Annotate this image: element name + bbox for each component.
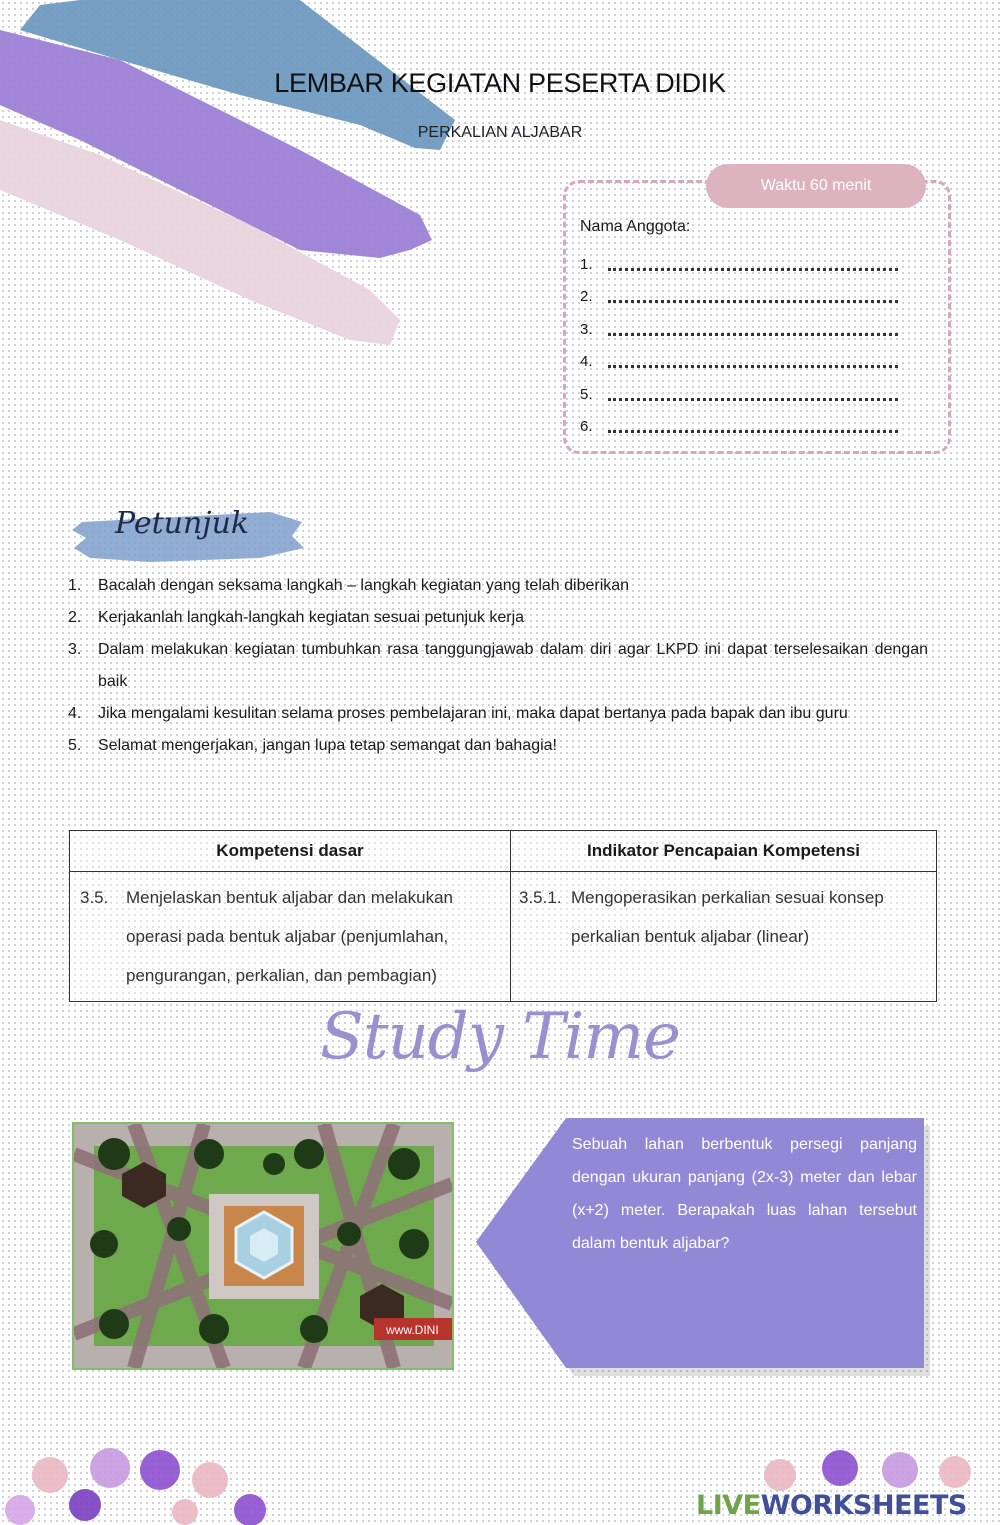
problem-statement: Sebuah lahan berbentuk persegi panjang dengan ukuran panjang (2x-3) meter dan lebar (x+2) meter. Berapakah luas lahan tersebut dalam bentuk aljabar? [572,1136,917,1252]
illustration-watermark: www.DINI [386,1323,439,1337]
instruction-text: Selamat mengerjakan, jangan lupa tetap semangat dan bahagia! [98,737,557,754]
instruction-text: Bacalah dengan seksama langkah – langkah kegiatan yang telah diberikan [98,577,630,594]
petunjuk-heading: Petunjuk [115,506,250,541]
instruction-text: Jika mengalami kesulitan selama proses pembelajaran ini, maka dapat bertanya pada bapak dan ibu guru [98,705,848,722]
member-line [580,346,898,379]
member-line [580,281,898,314]
instruction-number: 1. [68,577,82,594]
table-row [70,872,937,1002]
kd-header: Kompetensi dasar [70,831,511,872]
member-line [580,411,898,444]
instruction-number: 5. [68,737,82,754]
member-line [580,248,898,281]
park-illustration [72,1122,454,1370]
brand-prefix: LIVE [696,1490,761,1521]
member-line [580,378,898,411]
flower-decoration-left [0,1440,290,1525]
member-name-blank[interactable] [608,323,898,336]
table-header-row [70,831,937,872]
brand-suffix: WORKSHEETS [760,1490,967,1521]
ipk-cell [511,872,937,1002]
instruction-number: 2. [68,609,82,626]
member-name-blank[interactable] [608,388,898,401]
member-number: 4. [580,353,593,371]
kd-text: Menjelaskan bentuk aljabar dan melakukan operasi pada bentuk aljabar (penjumlahan, pengurangan, perkalian, dan pembagian) [126,888,453,985]
competency-table [69,830,937,1002]
ipk-header: Indikator Pencapaian Kompetensi [511,831,937,872]
instruction-item [68,730,928,762]
instruction-text: Kerjakanlah langkah-langkah kegiatan sesuai petunjuk kerja [98,609,525,626]
member-box-title: Nama Anggota: [580,218,691,235]
instruction-list [68,570,928,762]
member-line [580,313,898,346]
page-subtitle: PERKALIAN ALJABAR [417,124,583,141]
instruction-number: 4. [68,705,82,722]
member-number: 6. [580,418,593,436]
instruction-item [68,570,928,602]
member-name-blank[interactable] [608,355,898,368]
ipk-code: 3.5.1. [519,888,562,907]
study-time-heading: Study Time [320,1000,680,1074]
instruction-item [68,634,928,698]
page-title: LEMBAR KEGIATAN PESERTA DIDIK [274,68,726,98]
member-name-blank[interactable] [608,258,898,271]
kd-cell [70,872,511,1002]
member-name-blank[interactable] [608,420,898,433]
time-badge: Waktu 60 menit [706,164,926,208]
liveworksheets-logo [696,1490,967,1521]
brush-strokes-decoration [0,0,470,360]
member-number: 3. [580,320,593,338]
park-map-image [74,1124,452,1368]
instruction-text: Dalam melakukan kegiatan tumbuhkan rasa tanggungjawab dalam diri agar LKPD ini dapat terselesaikan dengan baik [98,641,928,690]
member-name-blank[interactable] [608,290,898,303]
kd-code: 3.5. [80,888,109,907]
member-list [580,248,898,443]
ipk-text: Mengoperasikan perkalian sesuai konsep perkalian bentuk aljabar (linear) [571,888,884,946]
flower-decoration-right [720,1440,1000,1495]
instruction-item [68,602,928,634]
member-number: 2. [580,288,593,306]
member-number: 1. [580,255,593,273]
instruction-number: 3. [68,641,82,658]
member-number: 5. [580,385,593,403]
instruction-item [68,698,928,730]
